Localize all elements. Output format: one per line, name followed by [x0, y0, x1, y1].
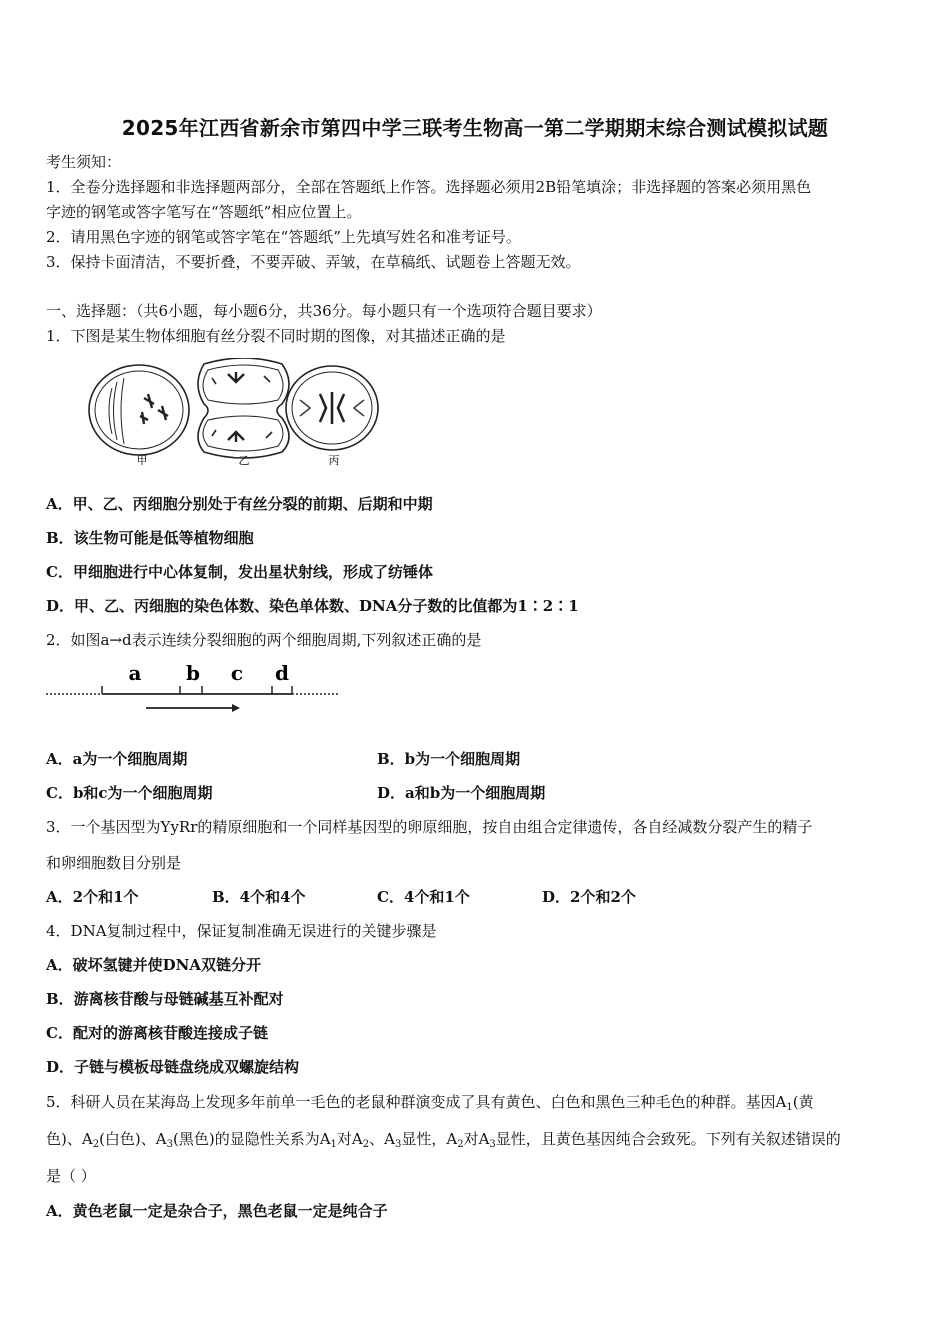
page-title: 2025年江西省新余市第四中学三联考生物高一第二学期期末综合测试模拟试题: [121, 116, 829, 140]
q3-stem-line-2: 和卵细胞数目分别是: [46, 854, 182, 872]
cell-yi: [198, 358, 289, 458]
q2-option-c[interactable]: C．b和c为一个细胞周期: [46, 784, 213, 802]
q5-stem-text-2f: 显性，A: [401, 1130, 458, 1148]
q3-option-c[interactable]: C．4个和1个: [377, 888, 470, 906]
q2-option-a[interactable]: A．a为一个细胞周期: [46, 750, 188, 768]
subscript-3: 3: [394, 1139, 402, 1150]
q3-option-d[interactable]: D．2个和2个: [542, 888, 636, 906]
q4-option-a[interactable]: A．破坏氢键并使DNA双链分开: [46, 956, 261, 974]
q2-option-b[interactable]: B．b为一个细胞周期: [377, 750, 521, 768]
q3-option-a[interactable]: A．2个和1个: [46, 888, 139, 906]
q5-stem-text-1b: (黄: [792, 1093, 814, 1111]
mitosis-figure: [84, 358, 386, 470]
segment-label-d: d: [275, 661, 289, 685]
notice-heading: 考生须知：: [46, 153, 122, 171]
q1-option-d[interactable]: D．甲、乙、丙细胞的染色体数、染色单体数、DNA分子数的比值都为1∶2∶1: [46, 597, 579, 615]
q5-stem-text-2d: 对A: [336, 1130, 363, 1148]
subscript-1: 1: [330, 1139, 337, 1150]
q2-option-d[interactable]: D．a和b为一个细胞周期: [377, 784, 546, 802]
notice-item-1-line-1: 1．全卷分选择题和非选择题两部分，全部在答题纸上作答。选择题必须用2B铅笔填涂；非选择题的答案必须用黑色: [46, 178, 812, 196]
cell-bing: [286, 366, 378, 450]
notice-item-2: 2．请用黑色字迹的钢笔或答字笔在“答题纸”上先填写姓名和准考证号。: [46, 228, 521, 246]
q5-stem-line-3: 是（ ）: [46, 1167, 96, 1185]
q5-stem-text-2c: (黑色)的显隐性关系为A: [172, 1130, 331, 1148]
q1-option-b[interactable]: B．该生物可能是低等植物细胞: [46, 529, 254, 547]
q3-stem-line-1: 3．一个基因型为YyRr的精原细胞和一个同样基因型的卵原细胞，按自由组合定律遗传，各自经减数分裂产生的精子: [46, 818, 813, 836]
q5-stem-line-1: [46, 1092, 814, 1118]
subscript-1: 1: [786, 1102, 793, 1113]
cell-jia: [89, 365, 189, 455]
segment-label-b: b: [186, 661, 200, 685]
q5-stem-text-2g: 对A: [463, 1130, 490, 1148]
q5-stem-text-2b: (白色)、A: [99, 1130, 167, 1148]
subscript-3: 3: [166, 1139, 173, 1150]
section-heading: 一、选择题：（共6小题，每小题6分，共36分。每小题只有一个选项符合题目要求）: [46, 302, 602, 320]
label-bing: 丙: [328, 454, 340, 467]
subscript-2: 2: [457, 1139, 464, 1150]
segment-label-c: c: [230, 661, 244, 685]
subscript-2: 2: [92, 1139, 100, 1150]
q4-option-d[interactable]: D．子链与模板母链盘绕成双螺旋结构: [46, 1058, 300, 1076]
q5-stem-line-2: [46, 1129, 841, 1155]
q5-stem-text-2e: 、A: [369, 1130, 395, 1148]
segment-label-a: a: [128, 661, 142, 685]
q1-stem: 1．下图是某生物体细胞有丝分裂不同时期的图像，对其描述正确的是: [46, 327, 506, 345]
q4-stem: 4．DNA复制过程中，保证复制准确无误进行的关键步骤是: [46, 922, 437, 940]
q5-stem-text-2h: 显性，且黄色基因纯合会致死。下列有关叙述错误的: [495, 1130, 841, 1148]
label-jia: 甲: [136, 454, 148, 467]
subscript-3: 3: [489, 1139, 496, 1150]
cell-cycle-figure: [46, 660, 346, 716]
q1-option-a[interactable]: A．甲、乙、丙细胞分别处于有丝分裂的前期、后期和中期: [46, 495, 433, 513]
q3-option-b[interactable]: B．4个和4个: [212, 888, 306, 906]
q4-option-b[interactable]: B．游离核苷酸与母链碱基互补配对: [46, 990, 284, 1008]
q5-stem-text-2a: 色)、A: [46, 1130, 93, 1148]
q5-stem-text-1a: 5．科研人员在某海岛上发现多年前单一毛色的老鼠种群演变成了具有黄色、白色和黑色三种毛色的种群。基因A: [46, 1093, 787, 1111]
subscript-2: 2: [362, 1139, 370, 1150]
notice-item-1-line-2: 字迹的钢笔或答字笔写在“答题纸”相应位置上。: [46, 203, 362, 221]
q4-option-c[interactable]: C．配对的游离核苷酸连接成子链: [46, 1024, 268, 1042]
q5-option-a[interactable]: A．黄色老鼠一定是杂合子，黑色老鼠一定是纯合子: [46, 1202, 388, 1220]
label-yi: 乙: [238, 454, 250, 467]
notice-item-3: 3．保持卡面清洁，不要折叠，不要弄破、弄皱，在草稿纸、试题卷上答题无效。: [46, 253, 581, 271]
q2-stem: 2．如图a→d表示连续分裂细胞的两个细胞周期,下列叙述正确的是: [46, 631, 482, 649]
q1-option-c[interactable]: C．甲细胞进行中心体复制，发出星状射线，形成了纺锤体: [46, 563, 433, 581]
